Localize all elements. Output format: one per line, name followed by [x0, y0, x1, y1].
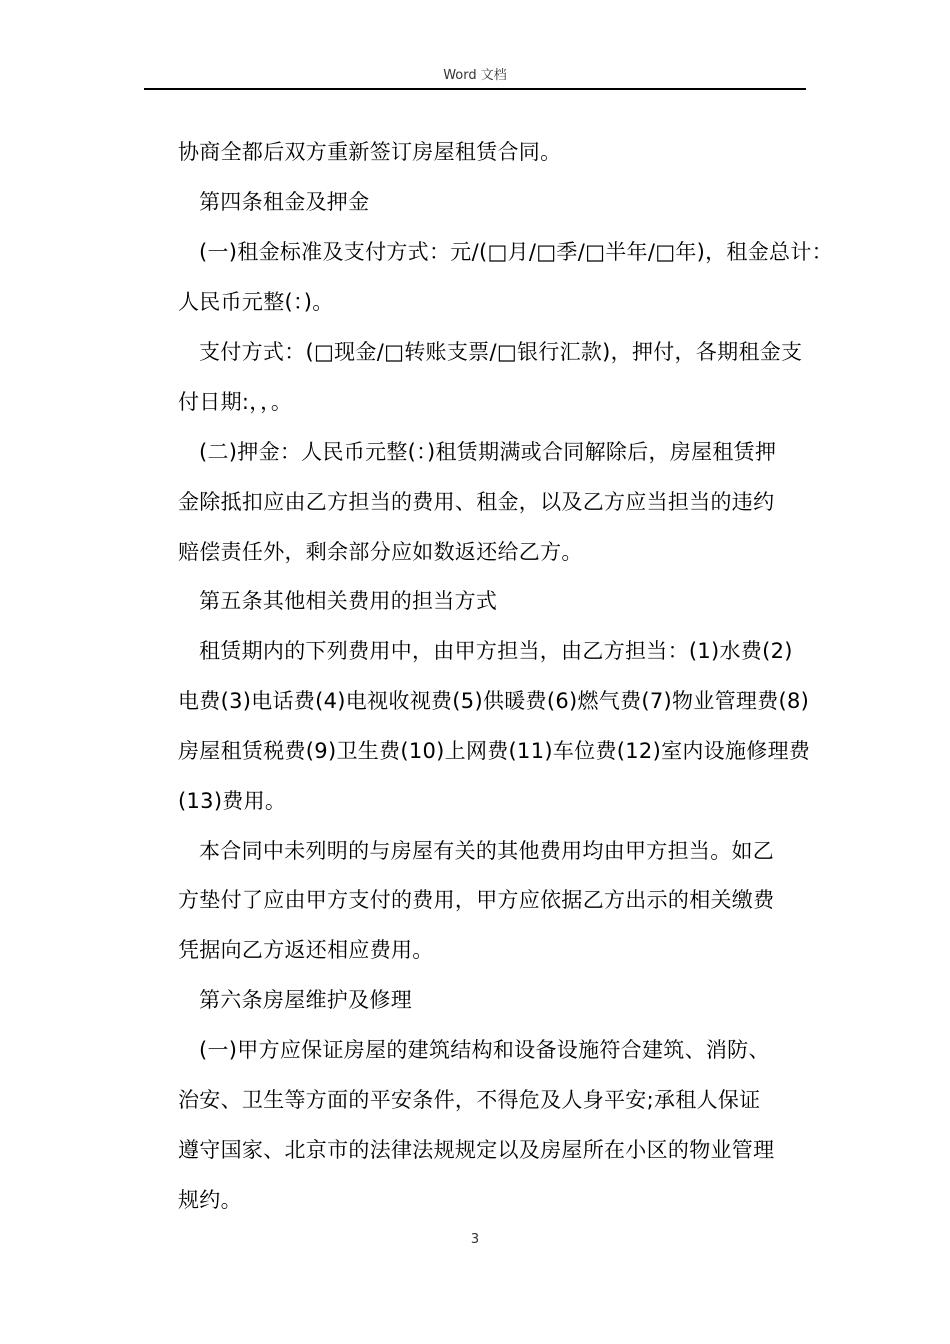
paragraph-line: 规约。 — [178, 1188, 242, 1212]
paragraph-line: 支付方式：(□现金/□转账支票/□银行汇款)，押付，各期租金支 — [199, 340, 803, 364]
paragraph-line: 凭据向乙方返还相应费用。 — [178, 938, 434, 962]
paragraph-line: 方垫付了应由甲方支付的费用，甲方应依据乙方出示的相关缴费 — [178, 888, 775, 912]
paragraph-line: 协商全都后双方重新签订房屋租赁合同。 — [178, 140, 562, 164]
paragraph-line: 遵守国家、北京市的法律法规规定以及房屋所在小区的物业管理 — [178, 1138, 775, 1162]
paragraph-line: (二)押金：人民币元整(：)租赁期满或合同解除后，房屋租赁押 — [199, 440, 777, 464]
paragraph-line: 本合同中未列明的与房屋有关的其他费用均由甲方担当。如乙 — [199, 839, 775, 863]
paragraph-line: (一)租金标准及支付方式：元/(□月/□季/□半年/□年)，租金总计： — [199, 240, 833, 264]
section-heading: 第五条其他相关费用的担当方式 — [199, 589, 498, 613]
page-number: 3 — [470, 1232, 480, 1247]
paragraph-line: 人民币元整(：)。 — [178, 290, 334, 314]
paragraph-line: (13)费用。 — [178, 789, 287, 813]
page-header: Word 文档 — [443, 68, 507, 83]
paragraph-line: 房屋租赁税费(9)卫生费(10)上网费(11)车位费(12)室内设施修理费 — [178, 739, 811, 763]
paragraph-line: (一)甲方应保证房屋的建筑结构和设备设施符合建筑、消防、 — [199, 1038, 770, 1062]
header-divider — [144, 88, 806, 90]
paragraph-line: 付日期:，，。 — [178, 390, 293, 414]
paragraph-line: 赔偿责任外，剩余部分应如数返还给乙方。 — [178, 540, 583, 564]
paragraph-line: 租赁期内的下列费用中，由甲方担当，由乙方担当：(1)水费(2) — [199, 639, 793, 663]
paragraph-line: 治安、卫生等方面的平安条件，不得危及人身平安;承租人保证 — [178, 1088, 761, 1112]
section-heading: 第六条房屋维护及修理 — [199, 988, 412, 1012]
paragraph-line: 电费(3)电话费(4)电视收视费(5)供暖费(6)燃气费(7)物业管理费(8) — [178, 689, 810, 713]
paragraph-line: 金除抵扣应由乙方担当的费用、租金，以及乙方应当担当的违约 — [178, 490, 775, 514]
section-heading: 第四条租金及押金 — [199, 190, 370, 214]
